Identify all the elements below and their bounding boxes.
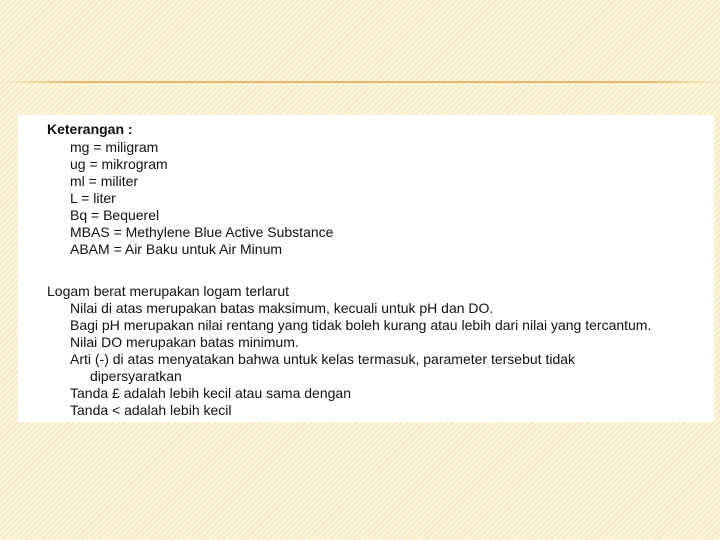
note-item-le: Tanda £ adalah lebih kecil atau sama dengan (70, 385, 351, 401)
note-item-do: Nilai DO merupakan batas minimum. (70, 334, 299, 350)
abbrev-item-bq: Bq = Bequerel (70, 207, 160, 223)
abbrev-item-mg: mg = miligram (70, 139, 159, 155)
note-item-max: Nilai di atas merupakan batas maksimum, kecuali untuk pH dan DO. (70, 300, 494, 316)
abbrev-item-ml: ml = militer (70, 173, 139, 189)
abbrev-item-mbas: MBAS = Methylene Blue Active Substance (70, 224, 334, 240)
abbrev-item-abam: ABAM = Air Baku untuk Air Minum (70, 241, 283, 257)
slide-title-rule (0, 81, 720, 83)
note-item-dash-continued: dipersyaratkan (90, 368, 182, 384)
notes-heading: Logam berat merupakan logam terlarut (47, 283, 290, 299)
abbrev-item-ug: ug = mikrogram (70, 156, 168, 172)
abbrev-item-l: L = liter (70, 190, 116, 206)
legend-panel (18, 115, 714, 422)
note-item-dash: Arti (-) di atas menyatakan bahwa untuk kelas termasuk, parameter tersebut tidak (70, 351, 576, 367)
note-item-ph: Bagi pH merupakan nilai rentang yang tidak boleh kurang atau lebih dari nilai yang tercantum. (70, 317, 652, 333)
note-item-lt: Tanda < adalah lebih kecil (70, 402, 232, 418)
keterangan-title: Keterangan : (47, 121, 133, 137)
